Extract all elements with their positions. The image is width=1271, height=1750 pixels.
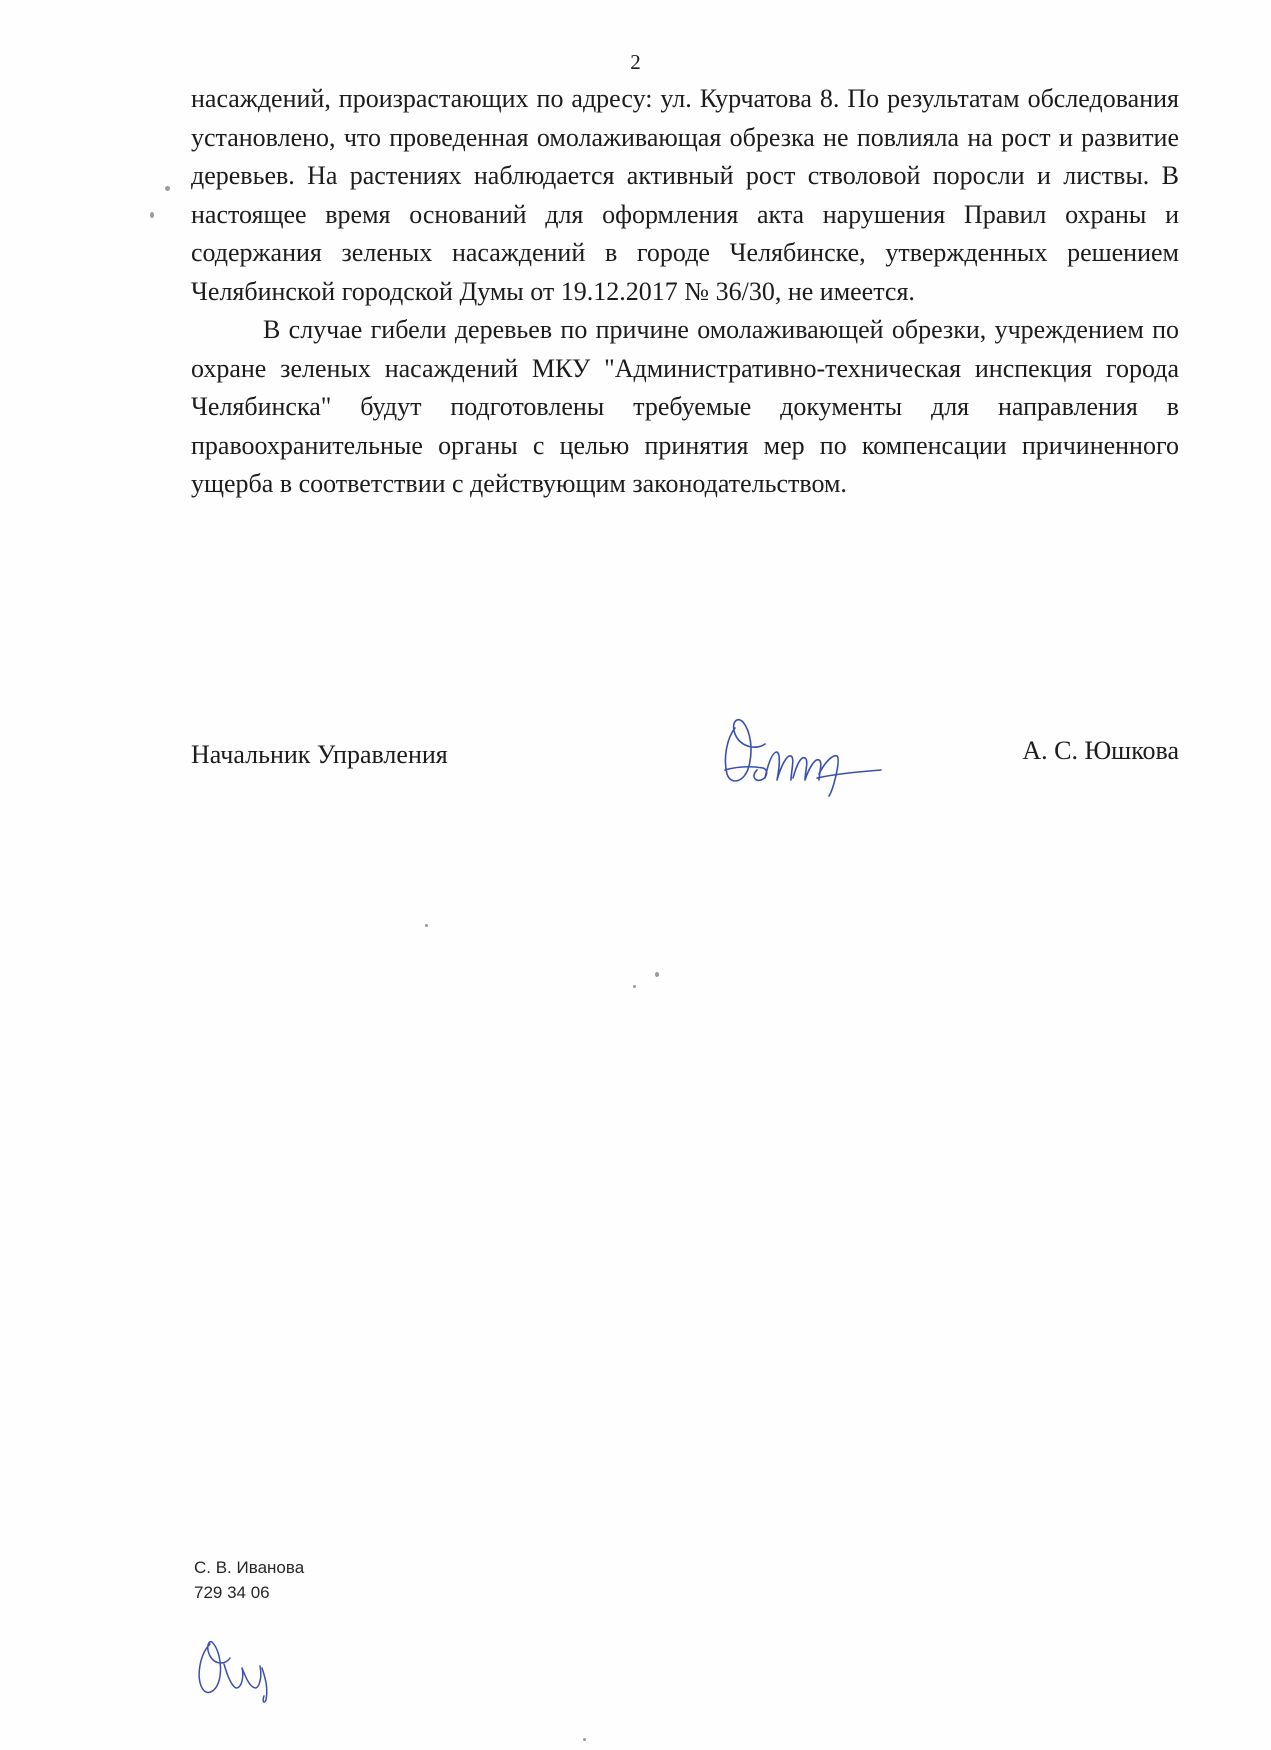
page-number: 2 [630,50,641,74]
paragraph-damage-case: В случае гибели деревьев по причине омолаживающей обрезки, учреждением по охране зеленых насаждений МКУ "Административно-техническая инспекция города Челябинска" будут подготовлены требуемые документы для направления в правоохранительные органы с целью принятия мер по компенсации причиненного ущерба в соответствии с действующим законодательством. [191,315,1179,498]
scan-speck [583,1738,586,1741]
executor-phone: 729 34 06 [194,1583,270,1602]
signature-block [191,730,1179,790]
signatory-position: Начальник Управления [191,740,448,769]
executor-info [194,1555,304,1605]
executor-name: С. В. Иванова [194,1558,305,1577]
scan-speck [150,212,154,218]
signatory-name: А. С. Юшкова [1022,736,1179,765]
scan-speck [165,186,170,191]
paragraph-continuation: насаждений, произрастающих по адресу: ул. Курчатова 8. По результатам обследования установлено, что проведенная омолаживающая обрезка не повлияла на рост и развитие деревьев. На растениях наблюдается активный рост стволовой поросли и листвы. В настоящее время оснований для оформления акта нарушения Правил охраны и содержания зеленых насаждений в городе Челябинске, утвержденных решением Челябинской городской Думы от 19.12.2017 № 36/30, не имеется. [191,84,1179,306]
letter-body [191,80,1179,504]
handwritten-signature [705,708,885,798]
scan-speck [425,924,428,927]
scan-speck [655,972,659,977]
handwritten-initials [188,1630,298,1710]
scan-speck [633,985,636,988]
